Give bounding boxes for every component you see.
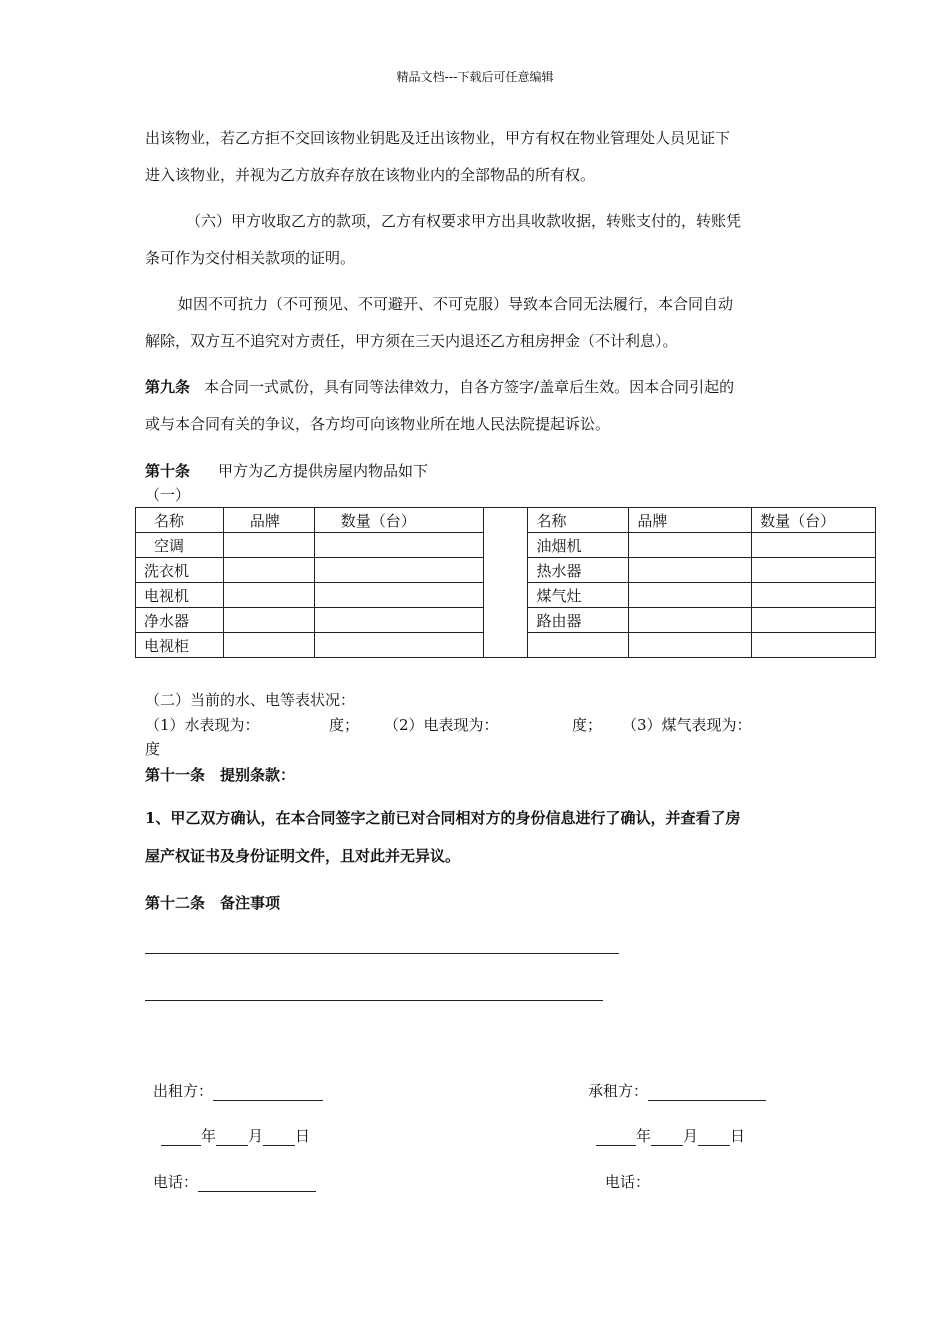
- page-header: 精品文档---下载后可任意编辑: [396, 70, 554, 84]
- para3-line2: 解除，双方互不追究对方责任，甲方须在三天内退还乙方租房押金（不计利息）。: [145, 332, 678, 350]
- year-label: 年: [201, 1127, 217, 1145]
- water-meter-unit: 度；: [329, 716, 360, 734]
- brand-cell: [223, 583, 314, 608]
- day-label: 日: [295, 1127, 311, 1145]
- qty-cell: [314, 558, 483, 583]
- qty-cell: [314, 608, 483, 633]
- item-right-1: 油烟机: [528, 533, 629, 558]
- item-left-2: 洗衣机: [136, 558, 224, 583]
- article9-line1: [145, 369, 734, 406]
- lessor-signature: [153, 1080, 323, 1101]
- qty-cell: [314, 533, 483, 558]
- month-label: 月: [248, 1127, 264, 1145]
- item-right-3: 煤气灶: [528, 583, 629, 608]
- electric-meter-label: （2）电表现为：: [384, 716, 499, 734]
- lessee-label: 承租方：: [588, 1082, 649, 1100]
- article12-heading: 第十二条 备注事项: [145, 894, 281, 912]
- brand-cell: [223, 558, 314, 583]
- month-label: 月: [683, 1127, 699, 1145]
- item-right-2: 热水器: [528, 558, 629, 583]
- header-name-right: 名称: [528, 508, 629, 533]
- article10-title-text: 甲方为乙方提供房屋内物品如下: [218, 462, 429, 480]
- article10-heading: 第十条: [145, 462, 191, 480]
- para3-line1: 如因不可抗力（不可预见、不可避开、不可克服）导致本合同无法履行，本合同自动: [178, 295, 734, 313]
- lessee-date: [596, 1125, 745, 1146]
- gas-meter-unit: 度: [145, 740, 161, 758]
- article10-sub2: （二）当前的水、电等表状况：: [145, 691, 356, 709]
- header-qty-left: 数量（台）: [314, 508, 483, 533]
- lessor-blank: [213, 1084, 323, 1101]
- table-header-row: [136, 508, 876, 533]
- qty-cell: [752, 533, 876, 558]
- lessee-signature: [588, 1080, 766, 1101]
- year-blank: [161, 1129, 201, 1146]
- item-left-1: 空调: [136, 533, 224, 558]
- para2-line1: （六）甲方收取乙方的款项，乙方有权要求甲方出具收款收据，转账支付的，转账凭: [186, 212, 742, 230]
- remarks-line-2: [145, 1000, 603, 1001]
- item-left-5: 电视柜: [136, 633, 224, 658]
- para2-line2: 条可作为交付相关款项的证明。: [145, 249, 356, 267]
- year-label: 年: [636, 1127, 652, 1145]
- brand-cell: [223, 533, 314, 558]
- item-left-4: 净水器: [136, 608, 224, 633]
- lessee-blank: [648, 1084, 766, 1101]
- item-right-5: [528, 633, 629, 658]
- qty-cell: [752, 558, 876, 583]
- para1-line1: 出该物业，若乙方拒不交回该物业钥匙及迁出该物业，甲方有权在物业管理处人员见证下: [145, 129, 731, 147]
- year-blank: [596, 1129, 636, 1146]
- brand-cell: [223, 633, 314, 658]
- article9-line2: 或与本合同有关的争议，各方均可向该物业所在地人民法院提起诉讼。: [145, 415, 611, 433]
- remarks-line-1: [145, 953, 619, 954]
- article11-line2: 屋产权证书及身份证明文件，且对此并无异议。: [145, 847, 461, 865]
- header-qty-right: 数量（台）: [752, 508, 876, 533]
- day-blank: [263, 1129, 295, 1146]
- phone-blank: [198, 1175, 316, 1192]
- brand-cell: [629, 608, 752, 633]
- article11-heading: 第十一条 提别条款：: [145, 766, 296, 784]
- electric-meter-unit: 度；: [572, 716, 603, 734]
- item-right-4: 路由器: [528, 608, 629, 633]
- qty-cell: [752, 633, 876, 658]
- table-gap: [483, 508, 528, 658]
- water-meter-label: （1）水表现为：: [145, 716, 260, 734]
- qty-cell: [314, 633, 483, 658]
- lessor-phone: [153, 1171, 316, 1192]
- month-blank: [651, 1129, 683, 1146]
- qty-cell: [314, 583, 483, 608]
- lessor-date: [161, 1125, 310, 1146]
- lessee-phone: [605, 1171, 650, 1192]
- gas-meter-label: （3）煤气表现为：: [622, 716, 752, 734]
- phone-label: 电话：: [153, 1173, 199, 1191]
- day-label: 日: [730, 1127, 746, 1145]
- header-brand-right: 品牌: [629, 508, 752, 533]
- item-left-3: 电视机: [136, 583, 224, 608]
- items-table: [135, 507, 876, 658]
- brand-cell: [629, 558, 752, 583]
- para1-line2: 进入该物业，并视为乙方放弃存放在该物业内的全部物品的所有权。: [145, 166, 596, 184]
- article11-line1: 1、甲乙双方确认，在本合同签字之前已对合同相对方的身份信息进行了确认，并查看了房: [145, 809, 741, 827]
- article9-text1: 本合同一式贰份，具有同等法律效力，自各方签字/盖章后生效。因本合同引起的: [204, 378, 735, 396]
- article10-title: [145, 460, 428, 481]
- article10-sub1: （一）: [145, 486, 191, 504]
- phone-label: 电话：: [605, 1173, 651, 1191]
- day-blank: [698, 1129, 730, 1146]
- qty-cell: [752, 608, 876, 633]
- brand-cell: [629, 583, 752, 608]
- qty-cell: [752, 583, 876, 608]
- brand-cell: [629, 533, 752, 558]
- brand-cell: [629, 633, 752, 658]
- lessor-label: 出租方：: [153, 1082, 214, 1100]
- article9-heading: 第九条: [145, 378, 191, 396]
- brand-cell: [223, 608, 314, 633]
- header-name-left: 名称: [136, 508, 224, 533]
- header-brand-left: 品牌: [223, 508, 314, 533]
- month-blank: [216, 1129, 248, 1146]
